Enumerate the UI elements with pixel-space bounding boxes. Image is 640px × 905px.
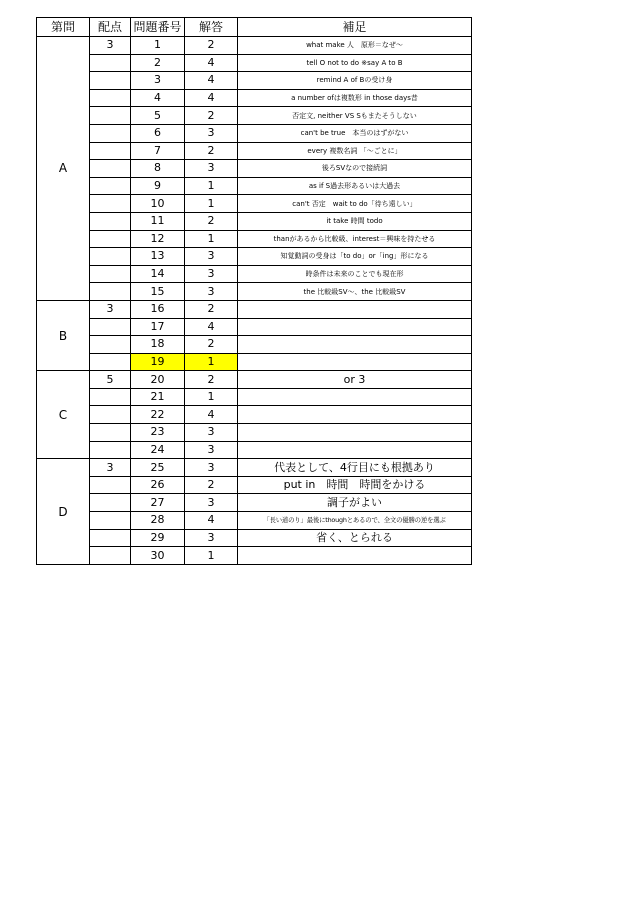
question-no-cell: 11 [131, 212, 185, 230]
answer-cell: 3 [185, 529, 238, 547]
question-no-cell: 24 [131, 441, 185, 459]
note-cell [238, 406, 472, 424]
table-row [37, 230, 472, 248]
answer-cell: 3 [185, 283, 238, 301]
answer-cell: 1 [185, 177, 238, 195]
question-no-cell: 18 [131, 336, 185, 354]
answer-cell: 4 [185, 72, 238, 90]
section-cell: C [37, 371, 90, 459]
note-cell [238, 300, 472, 318]
question-no-cell: 25 [131, 459, 185, 477]
note-cell: what make 人 原形＝なぜ～ [238, 37, 472, 55]
answer-cell: 1 [185, 547, 238, 565]
answer-cell: 2 [185, 476, 238, 494]
answer-cell: 2 [185, 336, 238, 354]
answer-cell: 2 [185, 142, 238, 160]
points-cell [90, 388, 131, 406]
points-cell [90, 195, 131, 213]
table-body [37, 37, 472, 565]
points-cell: 3 [90, 459, 131, 477]
answer-cell: 3 [185, 441, 238, 459]
points-cell [90, 160, 131, 178]
section-cell: A [37, 37, 90, 301]
question-no-cell: 16 [131, 300, 185, 318]
answer-cell: 3 [185, 124, 238, 142]
note-cell: can't be true 本当のはずがない [238, 124, 472, 142]
note-cell: can't 否定 wait to do「待ち遠しい」 [238, 195, 472, 213]
question-no-cell: 17 [131, 318, 185, 336]
note-cell [238, 547, 472, 565]
table-row [37, 388, 472, 406]
note-cell: 後ろSVなので接続詞 [238, 160, 472, 178]
table-row [37, 529, 472, 547]
table-row [37, 353, 472, 371]
note-cell: a number ofは複数形 in those days昔 [238, 89, 472, 107]
points-cell [90, 54, 131, 72]
points-cell [90, 529, 131, 547]
header-points: 配点 [90, 18, 131, 37]
section-cell: B [37, 300, 90, 370]
question-no-cell: 4 [131, 89, 185, 107]
note-cell: 知覚動詞の受身は「to do」or「ing」形になる [238, 248, 472, 266]
note-cell: tell O not to do ※say A to B [238, 54, 472, 72]
points-cell [90, 441, 131, 459]
answer-cell: 4 [185, 512, 238, 530]
note-cell: or 3 [238, 371, 472, 389]
answer-cell: 4 [185, 406, 238, 424]
header-question-no: 問題番号 [131, 18, 185, 37]
points-cell [90, 547, 131, 565]
points-cell [90, 424, 131, 442]
note-cell [238, 441, 472, 459]
table-row [37, 142, 472, 160]
note-cell: 時条件は未来のことでも現在形 [238, 265, 472, 283]
table-row [37, 459, 472, 477]
table-row [37, 318, 472, 336]
answer-cell: 2 [185, 300, 238, 318]
points-cell [90, 336, 131, 354]
question-no-cell: 27 [131, 494, 185, 512]
note-cell [238, 336, 472, 354]
note-cell: the 比較級SV～、the 比較級SV [238, 283, 472, 301]
question-no-cell: 29 [131, 529, 185, 547]
table-row [37, 265, 472, 283]
table-row [37, 336, 472, 354]
question-no-cell: 19 [131, 353, 185, 371]
points-cell [90, 248, 131, 266]
points-cell [90, 283, 131, 301]
table-row [37, 212, 472, 230]
header-note: 補足 [238, 18, 472, 37]
answer-cell: 1 [185, 230, 238, 248]
question-no-cell: 13 [131, 248, 185, 266]
points-cell [90, 107, 131, 125]
header-section: 第問 [37, 18, 90, 37]
table-row [37, 300, 472, 318]
answer-cell: 3 [185, 265, 238, 283]
note-cell: 「長い道のり」最後にthoughとあるので、全文の優勝の逆を選ぶ [238, 512, 472, 530]
points-cell: 5 [90, 371, 131, 389]
answer-cell: 1 [185, 353, 238, 371]
table-row [37, 177, 472, 195]
table-row [37, 107, 472, 125]
question-no-cell: 7 [131, 142, 185, 160]
note-cell [238, 353, 472, 371]
table-row [37, 160, 472, 178]
points-cell [90, 89, 131, 107]
answer-cell: 3 [185, 424, 238, 442]
question-no-cell: 30 [131, 547, 185, 565]
table-row [37, 89, 472, 107]
table-row [37, 248, 472, 266]
question-no-cell: 12 [131, 230, 185, 248]
answer-cell: 4 [185, 89, 238, 107]
note-cell: 省く、とられる [238, 529, 472, 547]
note-cell: thanがあるから比較級、interest＝興味を持たせる [238, 230, 472, 248]
answer-cell: 4 [185, 318, 238, 336]
header-row [37, 18, 472, 37]
answer-cell: 2 [185, 212, 238, 230]
points-cell [90, 124, 131, 142]
answer-cell: 3 [185, 160, 238, 178]
points-cell [90, 142, 131, 160]
note-cell: every 複数名詞 「～ごとに」 [238, 142, 472, 160]
note-cell: put in 時間 時間をかける [238, 476, 472, 494]
question-no-cell: 23 [131, 424, 185, 442]
question-no-cell: 15 [131, 283, 185, 301]
points-cell [90, 512, 131, 530]
table-row [37, 37, 472, 55]
points-cell [90, 72, 131, 90]
note-cell: it take 時間 todo [238, 212, 472, 230]
note-cell: 代表として、4行目にも根拠あり [238, 459, 472, 477]
answer-cell: 1 [185, 195, 238, 213]
answer-cell: 3 [185, 248, 238, 266]
answer-cell: 2 [185, 371, 238, 389]
table-row [37, 547, 472, 565]
table-row [37, 283, 472, 301]
question-no-cell: 20 [131, 371, 185, 389]
header-answer: 解答 [185, 18, 238, 37]
points-cell [90, 406, 131, 424]
points-cell [90, 494, 131, 512]
table-row [37, 371, 472, 389]
table-row [37, 72, 472, 90]
answer-cell: 3 [185, 459, 238, 477]
question-no-cell: 1 [131, 37, 185, 55]
note-cell: 否定文, neither VS Sもまたそうしない [238, 107, 472, 125]
note-cell: remind A of Bの受け身 [238, 72, 472, 90]
answer-table [36, 17, 472, 565]
table-row [37, 476, 472, 494]
points-cell [90, 177, 131, 195]
points-cell: 3 [90, 37, 131, 55]
table-row [37, 195, 472, 213]
question-no-cell: 6 [131, 124, 185, 142]
question-no-cell: 22 [131, 406, 185, 424]
answer-cell: 2 [185, 107, 238, 125]
question-no-cell: 3 [131, 72, 185, 90]
answer-cell: 1 [185, 388, 238, 406]
note-cell [238, 388, 472, 406]
table-row [37, 512, 472, 530]
table-row [37, 441, 472, 459]
answer-cell: 2 [185, 37, 238, 55]
table-row [37, 406, 472, 424]
table-row [37, 54, 472, 72]
points-cell [90, 353, 131, 371]
table-row [37, 124, 472, 142]
points-cell [90, 265, 131, 283]
points-cell [90, 212, 131, 230]
question-no-cell: 14 [131, 265, 185, 283]
question-no-cell: 5 [131, 107, 185, 125]
section-cell: D [37, 459, 90, 565]
table-row [37, 494, 472, 512]
answer-cell: 3 [185, 494, 238, 512]
question-no-cell: 9 [131, 177, 185, 195]
note-cell [238, 318, 472, 336]
question-no-cell: 2 [131, 54, 185, 72]
points-cell [90, 318, 131, 336]
question-no-cell: 10 [131, 195, 185, 213]
question-no-cell: 21 [131, 388, 185, 406]
question-no-cell: 28 [131, 512, 185, 530]
table-row [37, 424, 472, 442]
note-cell [238, 424, 472, 442]
points-cell [90, 230, 131, 248]
points-cell: 3 [90, 300, 131, 318]
note-cell: 調子がよい [238, 494, 472, 512]
points-cell [90, 476, 131, 494]
question-no-cell: 8 [131, 160, 185, 178]
question-no-cell: 26 [131, 476, 185, 494]
note-cell: as if S過去形あるいは大過去 [238, 177, 472, 195]
answer-cell: 4 [185, 54, 238, 72]
